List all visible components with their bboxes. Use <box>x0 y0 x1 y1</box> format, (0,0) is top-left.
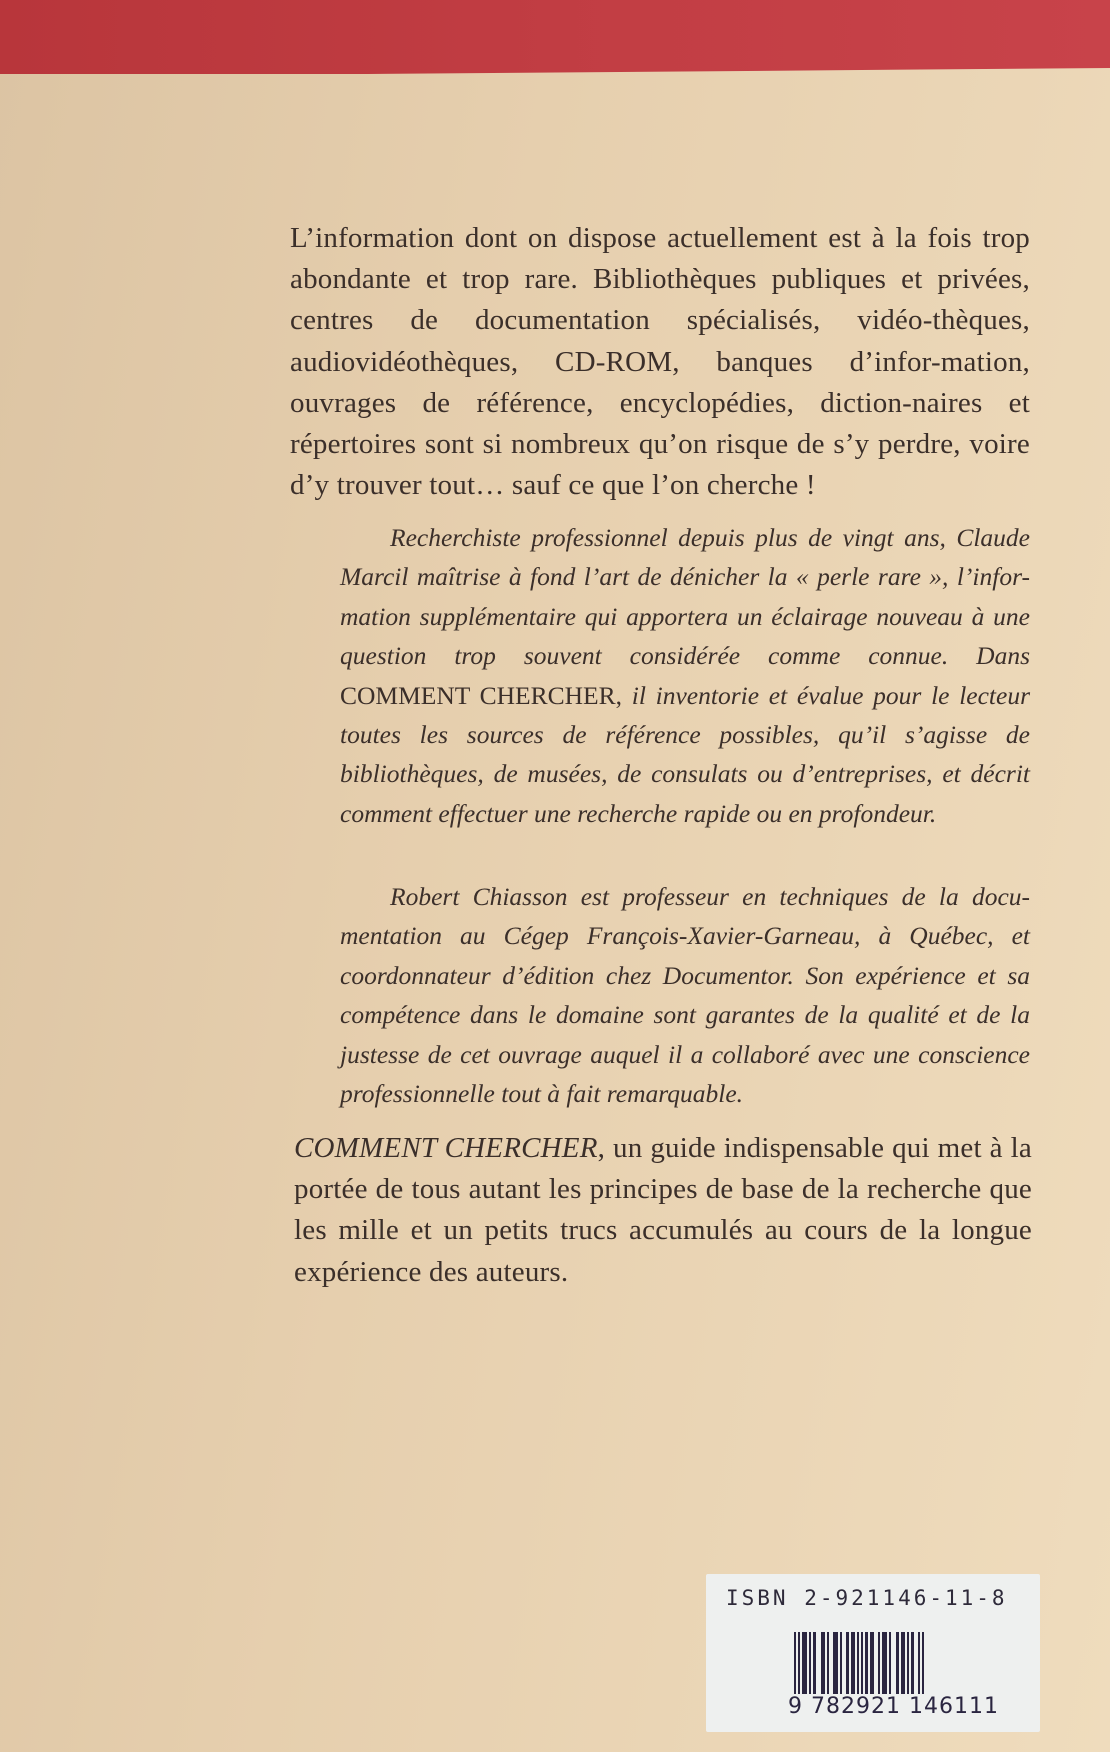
bio1-book-title: COMMENT CHERCHER, <box>340 680 623 710</box>
intro-text: L’information dont on dispose actuellement est à la fois trop abondante et trop rare. Bibliothèques publiques et privées, centres de documentation spécialisés, vidéo-thèques, audiovidéothèques, CD-ROM, banques d’infor-mation, ouvrages de référence, encyclopédies, diction-naires et répertoires sont si nombreux qu’on risque de s’y perdre, voire d’y trouver tout… sauf ce que l’on cherche ! <box>290 222 1030 502</box>
outro-book-title: COMMENT CHERCHER <box>294 1132 598 1164</box>
bio2-text: Robert Chiasson est professeur en techniques de la docu-mentation au Cégep François-Xavier-Garneau, à Québec, et coordonnateur d’édition chez Documentor. Son expérience et sa compétence dans le domaine sont garantes de la qualité et de la justesse de cet ouvrage auquel il a collaboré avec une conscience professionnelle tout à fait remarquable. <box>340 882 1030 1109</box>
isbn-sticker <box>706 1574 1040 1732</box>
outro-body: , un guide indispensable qui met à la portée de tous autant les principes de base de la recherche que les mille et un petits trucs accumulés au cours de la longue expérience des auteurs. <box>294 1132 1033 1288</box>
bio1-text <box>340 518 1030 833</box>
red-top-band <box>0 0 1110 74</box>
barcode-number: 9 782921 146111 <box>788 1694 999 1719</box>
author-bio-claude-marcil <box>340 518 1030 833</box>
bio1-part2: il inventorie et évalue pour le lecteur toutes les sources de référence possibles, qu’il s’agisse de bibliothèques, de musées, de consulats ou d’entreprises, et décrit comment effectuer une recherche rapide ou en profondeur. <box>340 680 1030 828</box>
intro-paragraph <box>290 218 1030 506</box>
isbn-label: ISBN 2-921146-11-8 <box>726 1586 1008 1610</box>
closing-paragraph <box>294 1128 1032 1293</box>
author-bio-robert-chiasson <box>340 877 1030 1113</box>
bio1-part1: Recherchiste professionnel depuis plus de vingt ans, Claude Marcil maîtrise à fond l’art de dénicher la « perle rare », l’infor-mation supplémentaire qui apportera un éclairage nouveau à une question trop souvent considérée comme connue. Dans <box>340 523 1030 671</box>
outro-text <box>294 1128 1032 1293</box>
